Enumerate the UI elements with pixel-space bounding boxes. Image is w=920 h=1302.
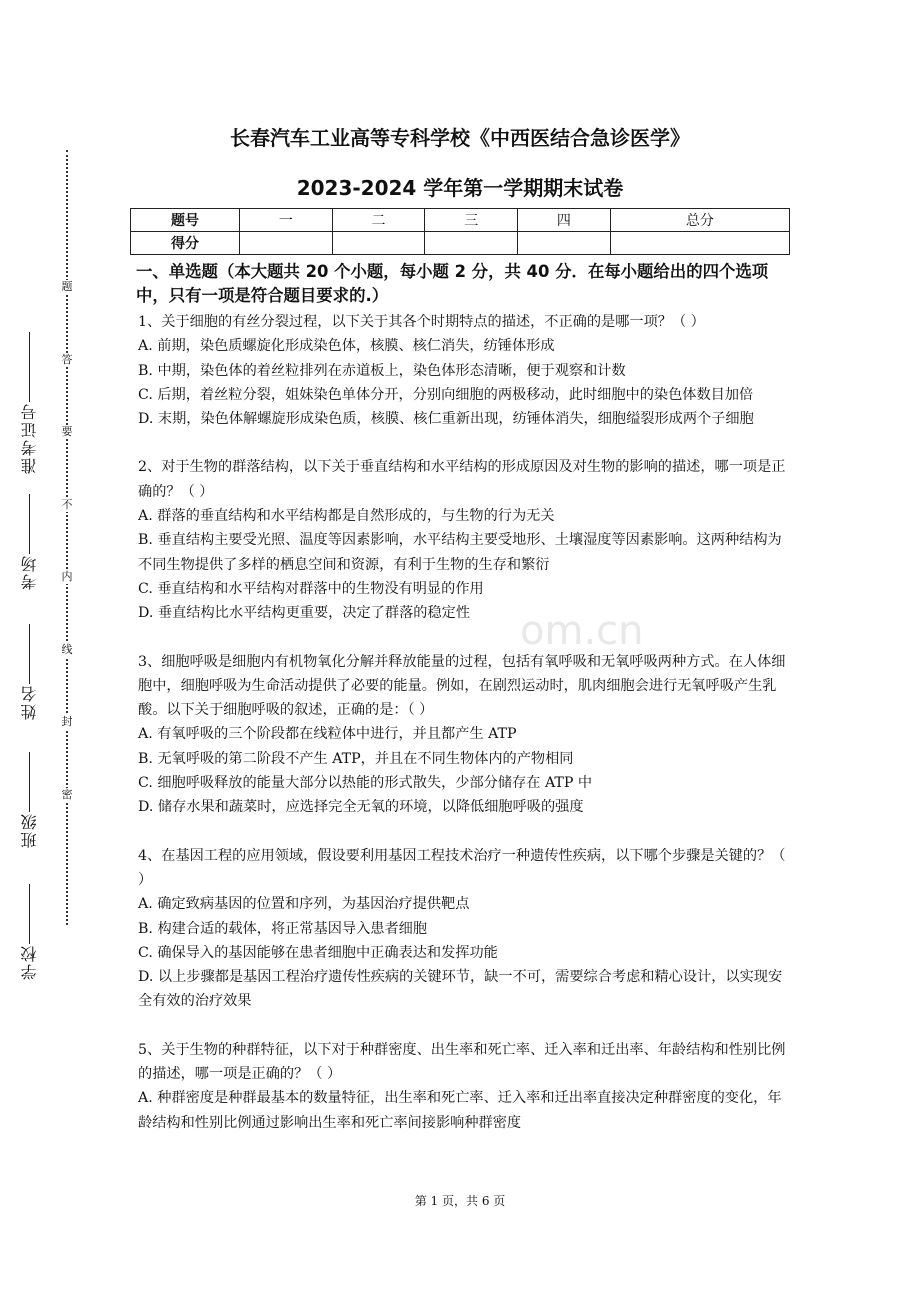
side-field-label: 准考证号: [19, 402, 39, 474]
answer-option[interactable]: A. 群落的垂直结构和水平结构都是自然形成的，与生物的行为无关: [138, 508, 555, 525]
exam-content: [138, 260, 786, 1135]
question-item: [138, 310, 786, 431]
answer-option[interactable]: C. 细胞呼吸释放的能量大部分以热能的形式散失，少部分储存在 ATP 中: [138, 775, 593, 792]
answer-option[interactable]: A. 前期，染色质螺旋化形成染色体，核膜、核仁消失，纺锤体形成: [138, 338, 555, 355]
seal-char: 密: [58, 788, 76, 802]
score-header-cell: 二: [332, 209, 425, 232]
seal-char: 答: [58, 353, 76, 367]
question-item: [138, 650, 786, 820]
question-stem: 3、细胞呼吸是细胞内有机物氧化分解并释放能量的过程，包括有氧呼吸和无氧呼吸两种方式。在人体细胞中，细胞呼吸为生命活动提供了必要的能量。例如，在剧烈运动时，肌肉细胞会进行无氧呼吸产生乳酸。以下关于细胞呼吸的叙述，正确的是：（ ）: [138, 653, 786, 719]
question-item: [138, 455, 786, 625]
side-field: [14, 620, 44, 720]
seal-char: 要: [58, 425, 76, 439]
side-field-label: 班级: [19, 812, 39, 848]
side-field: [14, 490, 44, 590]
question-stem: 1、关于细胞的有丝分裂过程，以下关于其各个时期特点的描述，不正确的是哪一项？（ ）: [138, 314, 705, 330]
answer-option[interactable]: A. 确定致病基因的位置和序列，为基因治疗提供靶点: [138, 896, 470, 913]
side-field: [14, 328, 44, 474]
answer-option[interactable]: C. 后期，着丝粒分裂，姐妹染色单体分开，分别向细胞的两极移动，此时细胞中的染色体数目加倍: [138, 386, 754, 403]
seal-char: 线: [58, 643, 76, 657]
exam-title: 长春汽车工业高等专科学校《中西医结合急诊医学》: [230, 126, 690, 150]
page-footer: 第 1 页，共 6 页: [414, 1194, 506, 1208]
answer-option[interactable]: D. 储存水果和蔬菜时，应选择完全无氧的环境，以降低细胞呼吸的强度: [138, 799, 584, 816]
section-heading: 一、单选题（本大题共 20 个小题，每小题 2 分，共 40 分．在每小题给出的四个选项中，只有一项是符合题目要求的.）: [136, 262, 769, 305]
question-stem: 5、关于生物的种群特征，以下对于种群密度、出生率和死亡率、迁入率和迁出率、年龄结构和性别比例的描述，哪一项是正确的？（ ）: [138, 1041, 786, 1083]
answer-option[interactable]: D. 以上步骤都是基因工程治疗遗传性疾病的关键环节，缺一不可，需要综合考虑和精心设计，以实现安全有效的治疗效果: [138, 969, 783, 1010]
score-input-cell[interactable]: [518, 232, 611, 255]
side-field: [14, 748, 44, 848]
score-header-cell: 四: [518, 209, 611, 232]
score-header-cell: 题号: [131, 209, 240, 232]
answer-option[interactable]: A. 种群密度是种群最基本的数量特征，出生率和死亡率、迁入率和迁出率直接决定种群密度的变化，年龄结构和性别比例通过影响出生率和死亡率间接影响种群密度: [138, 1090, 782, 1131]
answer-option[interactable]: D. 垂直结构比水平结构更重要，决定了群落的稳定性: [138, 605, 471, 622]
score-header-cell: 一: [240, 209, 333, 232]
answer-option[interactable]: B. 中期，染色体的着丝粒排列在赤道板上，染色体形态清晰，便于观察和计数: [138, 362, 626, 379]
answer-option[interactable]: A. 有氧呼吸的三个阶段都在线粒体中进行，并且都产生 ATP: [138, 726, 517, 743]
seal-char: 封: [58, 715, 76, 729]
answer-option[interactable]: C. 确保导入的基因能够在患者细胞中正确表达和发挥功能: [138, 944, 498, 961]
score-table-score-row: [131, 232, 790, 255]
score-table-header-row: [131, 209, 790, 232]
side-field-blank[interactable]: [29, 884, 30, 944]
side-field-label: 学校: [19, 944, 39, 980]
side-field-label: 姓名: [19, 684, 39, 720]
answer-option[interactable]: B. 无氧呼吸的第二阶段不产生 ATP，并且在不同生物体内的产物相同: [138, 750, 574, 767]
exam-subtitle: 2023-2024 学年第一学期期末试卷: [296, 176, 624, 200]
side-field-blank[interactable]: [29, 624, 30, 684]
answer-option[interactable]: B. 垂直结构主要受光照、温度等因素影响，水平结构主要受地形、土壤湿度等因素影响。这两种结构为不同生物提供了多样的栖息空间和资源，有利于生物的生存和繁衍: [138, 532, 782, 573]
side-field-blank[interactable]: [29, 332, 30, 402]
question-item: [138, 1038, 786, 1135]
seal-char: 题: [58, 280, 76, 294]
answer-option[interactable]: B. 构建合适的载体，将正常基因导入患者细胞: [138, 920, 428, 937]
side-field: [14, 880, 44, 980]
score-header-cell: 三: [425, 209, 518, 232]
score-input-cell[interactable]: [332, 232, 425, 255]
seal-char: 内: [58, 570, 76, 584]
score-input-cell[interactable]: [425, 232, 518, 255]
question-stem: 4、在基因工程的应用领域，假设要利用基因工程技术治疗一种遗传性疾病，以下哪个步骤是关键的？（ ）: [138, 847, 786, 888]
question-list: [138, 310, 786, 1135]
binding-margin: [0, 0, 60, 1302]
side-field-blank[interactable]: [29, 752, 30, 812]
score-input-cell[interactable]: [240, 232, 333, 255]
side-field-blank[interactable]: [29, 494, 30, 554]
answer-option[interactable]: C. 垂直结构和水平结构对群落中的生物没有明显的作用: [138, 580, 484, 597]
question-stem: 2、对于生物的群落结构，以下关于垂直结构和水平结构的形成原因及对生物的影响的描述，哪一项是正确的？（ ）: [138, 459, 786, 500]
binding-dotted-line: [66, 150, 68, 925]
score-row-label: 得分: [131, 232, 240, 255]
watermark: om.cn: [520, 608, 644, 654]
score-table: [130, 208, 790, 255]
score-input-cell[interactable]: [610, 232, 789, 255]
seal-char: 不: [58, 498, 76, 512]
question-item: [138, 844, 786, 1014]
side-field-label: 考场: [19, 554, 39, 590]
score-header-cell: 总分: [610, 209, 789, 232]
answer-option[interactable]: D. 末期，染色体解螺旋形成染色质，核膜、核仁重新出现，纺锤体消失，细胞缢裂形成两个子细胞: [138, 411, 754, 428]
